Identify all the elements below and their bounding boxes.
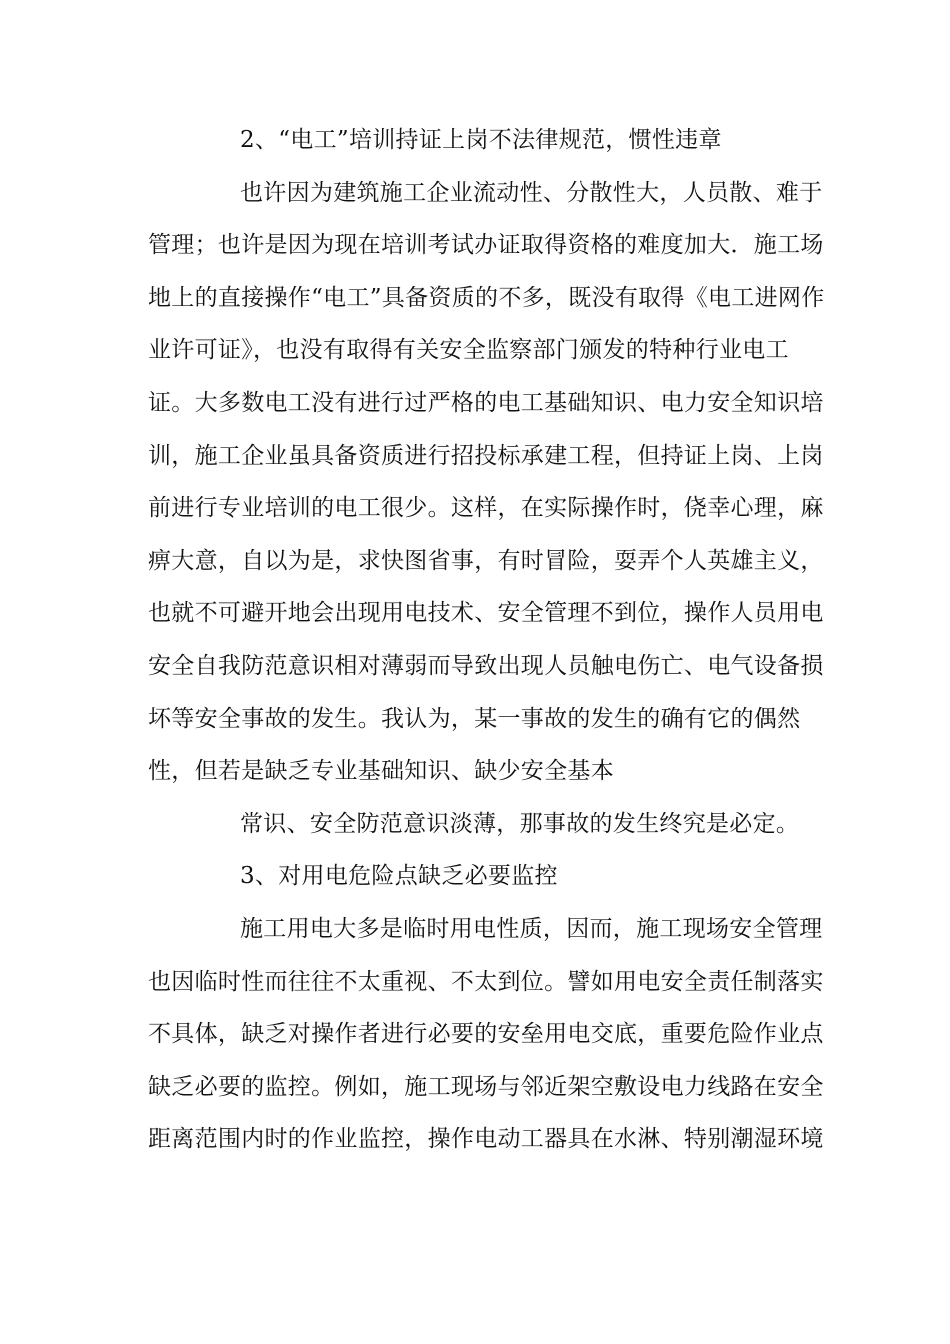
paragraph-line: 前进行专业培训的电工很少。这样，在实际操作时，侥幸心理，麻 <box>148 495 824 522</box>
paragraph-line: 痹大意，自以为是，求快图省事，有时冒险，耍弄个人英雄主义， <box>148 547 824 574</box>
paragraph-line: 证。大多数电工没有进行过严格的电工基础知识、电力安全知识培 <box>148 389 824 416</box>
paragraph-line: 缺乏必要的监控。例如，施工现场与邻近架空敷设电力线路在安全 <box>148 1073 824 1100</box>
paragraph-line: 也因临时性而往往不太重视、不太到位。譬如用电安全责任制落实 <box>148 968 824 995</box>
paragraph-line: 常识、安全防范意识淡薄，那事故的发生终究是必定。 <box>240 810 800 837</box>
paragraph-line: 安全自我防范意识相对薄弱而导致出现人员触电伤亡、电气设备损 <box>148 652 824 679</box>
paragraph-line: 性，但若是缺乏专业基础知识、缺少安全基本 <box>148 758 614 785</box>
paragraph-line: 2、“电工”培训持证上岗不法律规范，惯性违章 <box>240 127 722 153</box>
paragraph-line: 业许可证》，也没有取得有关安全监察部门颁发的特种行业电工 <box>148 337 789 364</box>
paragraph-line: 不具体，缺乏对操作者进行必要的安垒用电交底，重要危险作业点 <box>148 1021 824 1048</box>
paragraph-line: 也就不可避开地会出现用电技术、安全管理不到位，操作人员用电 <box>148 600 824 627</box>
paragraph-line: 距离范围内时的作业监控，操作电动工器具在水淋、特别潮湿环境 <box>148 1126 824 1153</box>
section-heading: 3、对用电危险点缺乏必要监控 <box>240 863 558 890</box>
paragraph-line: 施工用电大多是临时用电性质，因而，施工现场安全管理 <box>240 915 823 942</box>
paragraph-line: 管理；也许是因为现在培训考试办证取得资格的难度加大．施工场 <box>148 232 824 259</box>
paragraph-line: 训，施工企业虽具备资质进行招投标承建工程，但持证上岗、上岗 <box>148 442 824 469</box>
paragraph-line: 也许因为建筑施工企业流动性、分散性大，人员散、难于 <box>240 179 823 206</box>
paragraph-line: 坏等安全事故的发生。我认为，某一事故的发生的确有它的偶然 <box>148 705 801 732</box>
document-body <box>148 114 825 1166</box>
paragraph-line: 地上的直接操作“电工”具备资质的不多，既没有取得《电工进网作 <box>148 284 825 311</box>
